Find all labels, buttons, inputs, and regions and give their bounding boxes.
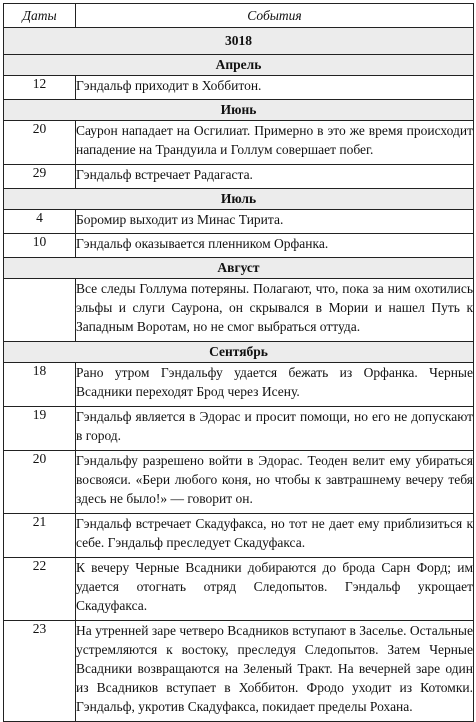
date-cell: 23 [4,621,76,722]
year-row [4,28,474,55]
month-row [4,55,474,76]
event-cell: Гэндальф является в Эдорас и просит помощи, но его не допускают в город. [76,407,474,451]
year-label: 3018 [4,28,474,55]
table-row [4,76,474,100]
event-cell: Гэндальф оказывается пленником Орфанка. [76,234,474,258]
table-row [4,558,474,621]
chronology-table [3,3,474,722]
table-row [4,121,474,165]
table-row [4,451,474,514]
event-cell: Гэндальф встречает Скадуфакса, но тот не дает ему приблизиться к себе. Гэндальф преследует Скадуфакса. [76,514,474,558]
date-cell: 19 [4,407,76,451]
date-cell: 22 [4,558,76,621]
header-dates: Даты [4,4,76,28]
month-label: Август [4,258,474,279]
date-cell [4,279,76,342]
event-cell: Саурон нападает на Осгилиат. Примерно в это же время происходит нападение на Трандуила и Голлум совершает побег. [76,121,474,165]
header-events: События [76,4,474,28]
header-row [4,4,474,28]
event-cell: На утренней заре четверо Всадников вступают в Заселье. Остальные устремляются к востоку, преследуя Следопытов. Затем Черные Всадники возвращаются на Зеленый Тракт. На вечерней заре один из Всадников вступает в Хоббитон. Фродо уходит из Котомки. Гэндальф, укротив Скадуфакса, покидает пределы Рохана. [76,621,474,722]
month-label: Сентябрь [4,342,474,363]
date-cell: 10 [4,234,76,258]
event-cell: Гэндальфу разрешено войти в Эдорас. Теоден велит ему убираться восвояси. «Бери любого коня, но чтобы к завтрашнему вечеру тебя здесь не было!» — говорит он. [76,451,474,514]
table-row [4,621,474,722]
table-row [4,407,474,451]
event-cell: Все следы Голлума потеряны. Полагают, что, пока за ним охотились эльфы и слуги Саурона, он скрывался в Мории и нашел Путь к Западным Воротам, но не смог выбраться оттуда. [76,279,474,342]
table-row [4,210,474,234]
date-cell: 18 [4,363,76,407]
event-cell: Рано утром Гэндальфу удается бежать из Орфанка. Черные Всадники переходят Брод через Исену. [76,363,474,407]
month-label: Июнь [4,100,474,121]
table-row [4,165,474,189]
table-row [4,234,474,258]
month-row [4,189,474,210]
date-cell: 20 [4,121,76,165]
month-row [4,258,474,279]
event-cell: Гэндальф встречает Радагаста. [76,165,474,189]
event-cell: Гэндальф приходит в Хоббитон. [76,76,474,100]
table-row [4,514,474,558]
month-row [4,342,474,363]
month-row [4,100,474,121]
month-label: Апрель [4,55,474,76]
event-cell: Боромир выходит из Минас Тирита. [76,210,474,234]
date-cell: 20 [4,451,76,514]
event-cell: К вечеру Черные Всадники добираются до брода Сарн Форд; им удается отогнать отряд Следопытов. Гэндальф укрощает Скадуфакса. [76,558,474,621]
table-row [4,363,474,407]
date-cell: 21 [4,514,76,558]
date-cell: 4 [4,210,76,234]
date-cell: 12 [4,76,76,100]
month-label: Июль [4,189,474,210]
date-cell: 29 [4,165,76,189]
table-row [4,279,474,342]
